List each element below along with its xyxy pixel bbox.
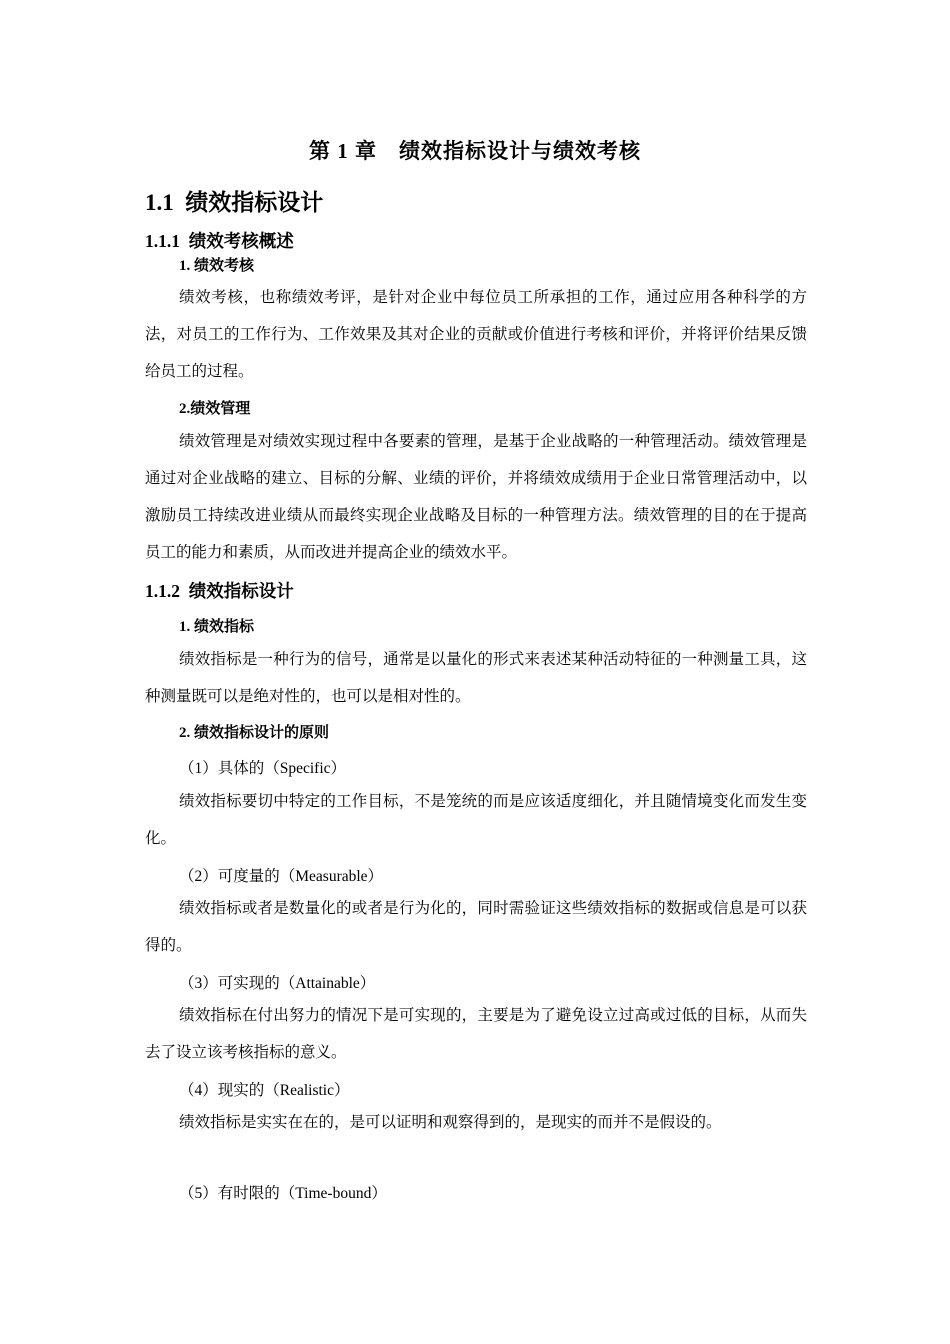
paragraph-performance-appraisal: 绩效考核，也称绩效考评，是针对企业中每位员工所承担的工作，通过应用各种科学的方法，对员工的工作行为、工作效果及其对企业的贡献或价值进行考核和评价，并将评价结果反馈给员工的过程。: [145, 289, 807, 380]
subsection-heading-1-1-2: 1.1.2 绩效指标设计: [145, 581, 294, 601]
item-heading-design-principles: 2. 绩效指标设计的原则: [179, 725, 330, 741]
subsection-heading-1-1-1: 1.1.1 绩效考核概述: [145, 231, 294, 251]
paragraph-performance-management: 绩效管理是对绩效实现过程中各要素的管理，是基于企业战略的一种管理活动。绩效管理是通过对企业战略的建立、目标的分解、业绩的评价，并将绩效成绩用于企业日常管理活动中，以激励员工持续改进业绩从而最终实现企业战略及目标的一种管理方法。绩效管理的目的在于提高员工的能力和素质，从而改进并提高企业的绩效水平。: [145, 433, 807, 561]
item-heading-performance-management: 2.绩效管理: [179, 401, 251, 417]
principle-label-realistic: （4）现实的（Realistic）: [179, 1082, 350, 1099]
item-heading-performance-indicator: 1. 绩效指标: [179, 619, 255, 635]
chapter-title: 第 1 章 绩效指标设计与绩效考核: [309, 139, 641, 163]
principle-label-specific: （1）具体的（Specific）: [179, 760, 347, 777]
section-heading: 1.1 绩效指标设计: [145, 190, 324, 215]
item-heading-performance-appraisal: 1. 绩效考核: [179, 258, 255, 274]
principle-text-measurable: 绩效指标或者是数量化的或者是行为化的，同时需验证这些绩效指标的数据或信息是可以获得的。: [145, 900, 807, 954]
principle-label-time-bound: （5）有时限的（Time-bound）: [179, 1185, 387, 1202]
principle-text-attainable: 绩效指标在付出努力的情况下是可实现的，主要是为了避免设立过高或过低的目标，从而失去了设立该考核指标的意义。: [145, 1007, 807, 1061]
principle-text-specific: 绩效指标要切中特定的工作目标，不是笼统的而是应该适度细化，并且随情境变化而发生变化。: [145, 793, 807, 847]
paragraph-performance-indicator: 绩效指标是一种行为的信号，通常是以量化的形式来表述某种活动特征的一种测量工具，这种测量既可以是绝对性的，也可以是相对性的。: [145, 651, 807, 705]
principle-label-attainable: （3）可实现的（Attainable）: [179, 975, 376, 992]
principle-label-measurable: （2）可度量的（Measurable）: [179, 868, 384, 885]
principle-text-realistic: 绩效指标是实实在在的，是可以证明和观察得到的，是现实的而并不是假设的。: [179, 1114, 722, 1131]
